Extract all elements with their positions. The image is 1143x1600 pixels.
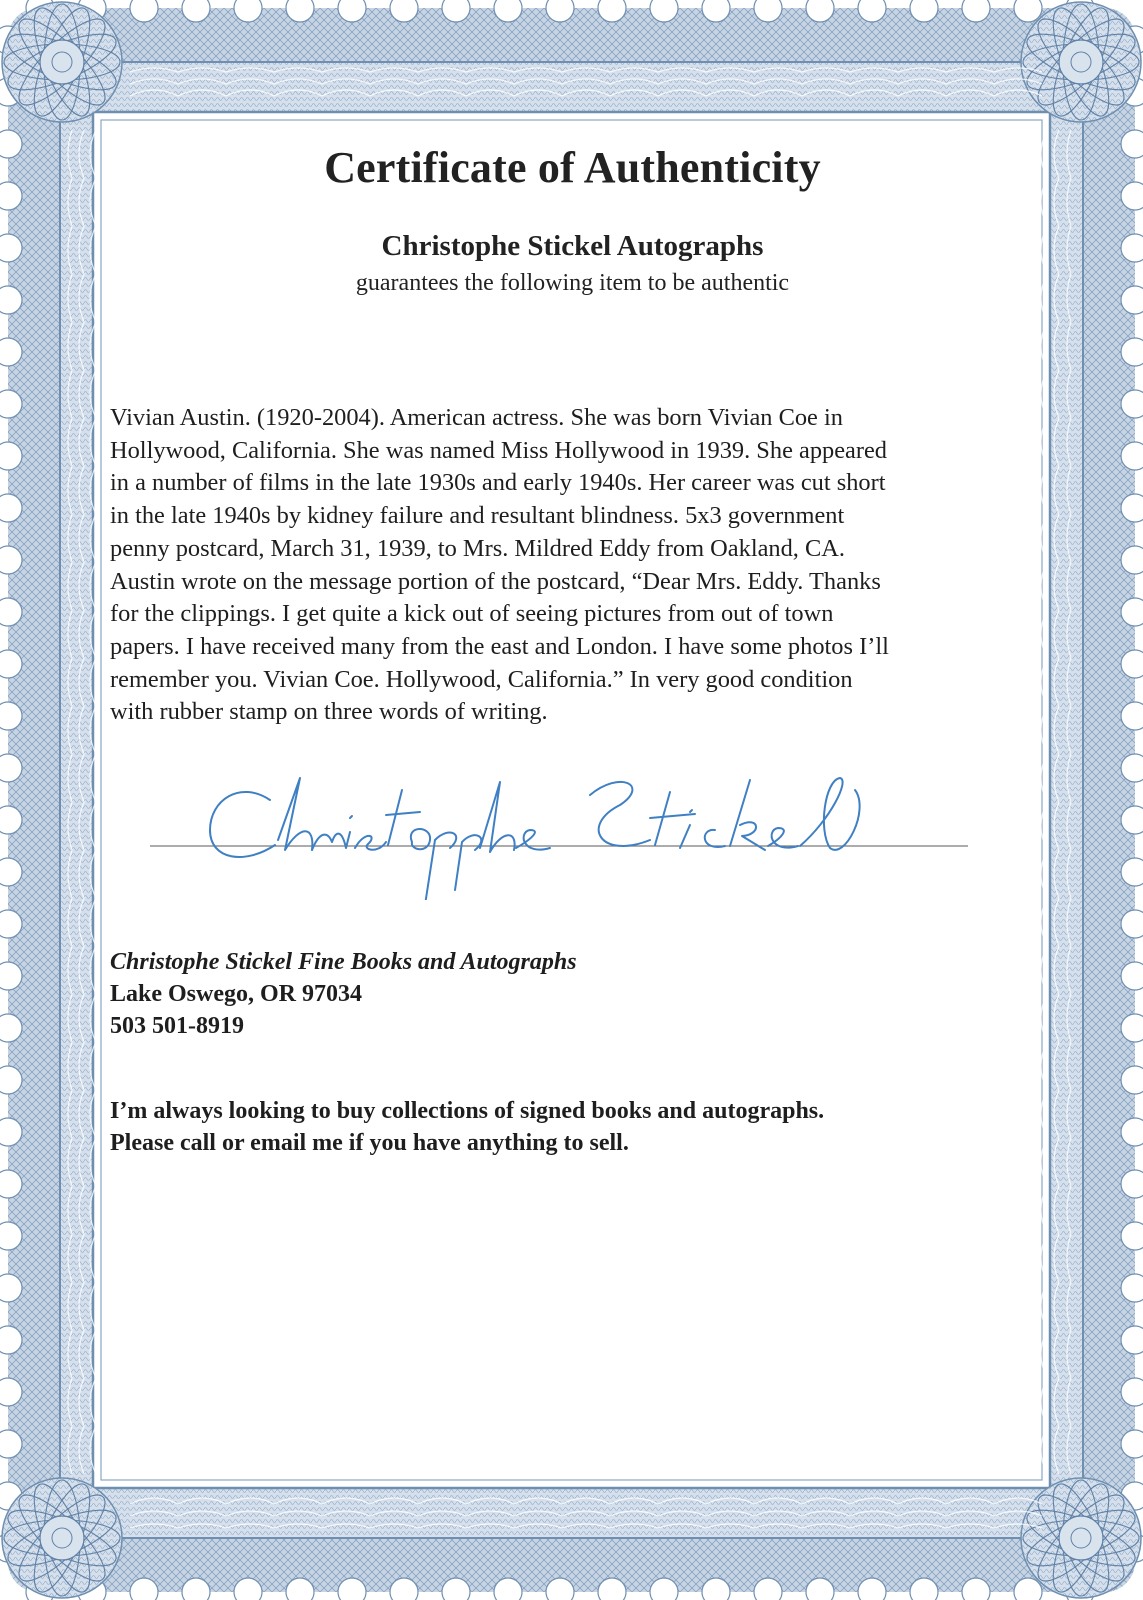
description-line: in the late 1940s by kidney failure and resultant blindness. 5x3 government (110, 502, 845, 530)
business-city: Lake Oswego, OR 97034 (110, 981, 362, 1007)
buying-note-line2: Please call or email me if you have anything to sell. (110, 1130, 629, 1156)
description-line: Austin wrote on the message portion of the postcard, “Dear Mrs. Eddy. Thanks (110, 567, 881, 595)
business-info (110, 946, 1010, 1042)
description-line: papers. I have received many from the east and London. I have some photos I’ll (110, 632, 889, 660)
description-line: for the clippings. I get quite a kick out of seeing pictures from out of town (110, 600, 834, 628)
business-name: Christophe Stickel Fine Books and Autographs (110, 949, 577, 975)
description-line: Hollywood, California. She was named Miss Hollywood in 1939. She appeared (110, 436, 887, 464)
description-line: remember you. Vivian Coe. Hollywood, California.” In very good condition (110, 665, 853, 693)
business-phone: 503 501-8919 (110, 1013, 244, 1039)
description-line: in a number of films in the late 1930s and early 1940s. Her career was cut short (110, 469, 886, 497)
certificate-title: Certificate of Authenticity (324, 143, 821, 192)
buying-note (110, 1095, 1025, 1159)
guarantee-statement: guarantees the following item to be authentic (355, 270, 790, 296)
description-line: penny postcard, March 31, 1939, to Mrs. Mildred Eddy from Oakland, CA. (110, 534, 845, 562)
description-line: Vivian Austin. (1920-2004). American actress. She was born Vivian Coe in (110, 404, 843, 431)
issuer-name: Christophe Stickel Autographs (381, 230, 764, 262)
description-line: with rubber stamp on three words of writing. (110, 698, 548, 726)
handwritten-signature (150, 770, 970, 900)
buying-note-line1: I’m always looking to buy collections of signed books and autographs. (110, 1098, 825, 1124)
certificate-content (110, 120, 1035, 1480)
item-description (110, 402, 1025, 729)
